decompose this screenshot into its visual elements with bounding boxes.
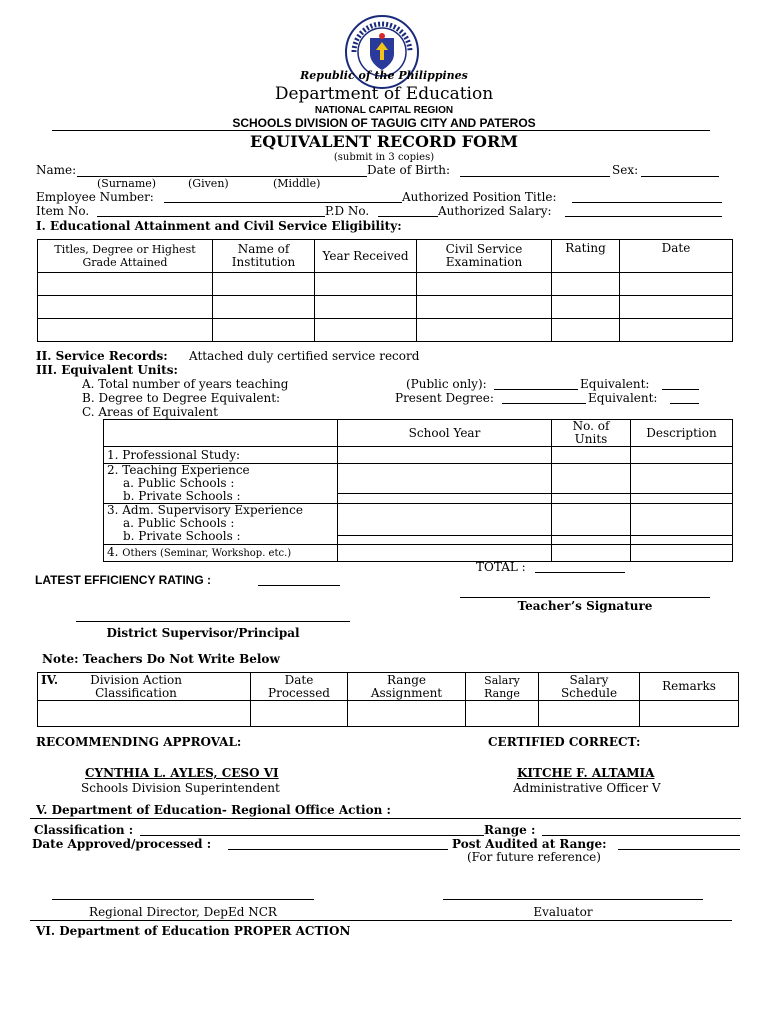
col-cs-exam: Civil Service Examination (417, 240, 552, 273)
col-remarks: Remarks (640, 673, 739, 701)
form-title: EQUIVALENT RECORD FORM (250, 132, 518, 151)
region-label: NATIONAL CAPITAL REGION (314, 105, 454, 116)
middle-hint: (Middle) (273, 177, 321, 190)
col-rating: Rating (552, 240, 620, 273)
given-hint: (Given) (188, 177, 229, 190)
adm-supervisory-label: 3. Adm. Supervisory Experience a. Public Schools : b. Private Schools : (104, 504, 338, 545)
note-label: Note: Teachers Do Not Write Below (42, 652, 280, 666)
item-a-equivalent-label: Equivalent: (580, 377, 650, 391)
teacher-signature-line[interactable] (460, 597, 710, 598)
district-supervisor-label: District Supervisor/Principal (106, 626, 300, 640)
col-titles: Titles, Degree or Highest Grade Attained (38, 240, 213, 273)
admin-officer-name: KITCHE F. ALTAMIA (517, 766, 655, 780)
item-b-label: B. Degree to Degree Equivalent: (82, 391, 281, 405)
col-school-year: School Year (338, 420, 552, 447)
date-approved-label: Date Approved/processed : (32, 837, 212, 851)
republic-label: Republic of the Philippines (300, 69, 468, 82)
sex-field[interactable] (641, 176, 719, 177)
total-field[interactable] (535, 572, 625, 573)
teaching-experience-label: 2. Teaching Experience a. Public Schools : b. Private Schools : (104, 464, 338, 504)
section5-title: V. Department of Education- Regional Office Action : (36, 803, 391, 817)
col-year: Year Received (315, 240, 417, 273)
classification-label: Classification : (34, 823, 134, 837)
table-row (38, 701, 739, 727)
table-row (38, 296, 733, 319)
evaluator-line[interactable] (443, 899, 703, 900)
professional-study-label: 1. Professional Study: (104, 447, 338, 464)
col-date: Date (620, 240, 733, 273)
header-divider (52, 130, 710, 131)
efficiency-field[interactable] (258, 585, 340, 586)
section5-bottom-divider (30, 920, 732, 921)
dob-field[interactable] (460, 176, 610, 177)
item-a-field[interactable] (494, 389, 578, 390)
item-b-equivalent-label: Equivalent: (588, 391, 658, 405)
col-date-processed: Date Processed (251, 673, 348, 701)
item-b-field[interactable] (502, 403, 586, 404)
authorized-salary-field[interactable] (565, 216, 722, 217)
future-reference-note: (For future reference) (467, 850, 601, 864)
superintendent-name: CYNTHIA L. AYLES, CESO VI (85, 766, 279, 780)
department-label: Department of Education (274, 84, 494, 104)
item-a-public-label: (Public only): (406, 377, 487, 391)
section2-title: II. Service Records: (36, 349, 168, 363)
item-b-equivalent-field[interactable] (670, 403, 699, 404)
others-label: 4. Others (Seminar, Workshop. etc.) (104, 545, 338, 562)
table-row (38, 273, 733, 296)
col-range-assignment: Range Assignment (348, 673, 466, 701)
dob-label: Date of Birth: (367, 163, 450, 177)
areas-table (103, 419, 733, 562)
item-no-label: Item No. (36, 204, 90, 218)
education-table (37, 239, 733, 342)
col-units: No. of Units (552, 420, 631, 447)
col-salary-range: Salary Range (466, 673, 539, 701)
section1-title: I. Educational Attainment and Civil Service Eligibility: (36, 219, 402, 233)
total-label: TOTAL : (476, 560, 526, 574)
authorized-position-field[interactable] (572, 202, 722, 203)
col-institution: Name of Institution (213, 240, 315, 273)
col-description: Description (631, 420, 733, 447)
name-label: Name: (36, 163, 77, 177)
admin-officer-title: Administrative Officer V (513, 781, 661, 795)
certified-label: CERTIFIED CORRECT: (488, 735, 641, 749)
item-a-equivalent-field[interactable] (662, 389, 699, 390)
col-salary-schedule: Salary Schedule (539, 673, 640, 701)
post-audited-label: Post Audited at Range: (452, 837, 607, 851)
post-audited-field[interactable] (618, 849, 740, 850)
regional-director-line[interactable] (52, 899, 314, 900)
item-no-field[interactable] (97, 216, 325, 217)
range-label: Range : (484, 823, 536, 837)
employee-number-label: Employee Number: (36, 190, 154, 204)
evaluator-label: Evaluator (533, 905, 593, 919)
date-approved-field[interactable] (228, 849, 448, 850)
form-subtitle: (submit in 3 copies) (333, 152, 435, 163)
superintendent-title: Schools Division Superintendent (81, 781, 280, 795)
division-action-table (37, 672, 739, 727)
division-label: SCHOOLS DIVISION OF TAGUIG CITY AND PATEROS (232, 116, 536, 130)
sex-label: Sex: (612, 163, 639, 177)
section5-divider (30, 818, 741, 819)
employee-number-field[interactable] (164, 202, 402, 203)
range-field[interactable] (542, 835, 740, 836)
authorized-position-label: Authorized Position Title: (402, 190, 557, 204)
item-a-label: A. Total number of years teaching (82, 377, 289, 391)
col-classification: IV. Division Action Classification (38, 673, 251, 701)
teacher-signature-label: Teacher’s Signature (517, 599, 653, 613)
section2-text: Attached duly certified service record (189, 349, 420, 363)
authorized-salary-label: Authorized Salary: (438, 204, 552, 218)
regional-director-label: Regional Director, DepEd NCR (89, 905, 277, 919)
pd-no-label: P.D No. (325, 204, 370, 218)
pd-no-field[interactable] (378, 216, 438, 217)
classification-field[interactable] (140, 835, 484, 836)
surname-hint: (Surname) (97, 177, 157, 190)
district-supervisor-line[interactable] (76, 621, 350, 622)
table-row (38, 319, 733, 342)
section6-title: VI. Department of Education PROPER ACTION (36, 924, 351, 938)
section3-title: III. Equivalent Units: (36, 363, 178, 377)
efficiency-label: LATEST EFFICIENCY RATING : (35, 573, 211, 587)
item-b-present-label: Present Degree: (395, 391, 494, 405)
recommending-label: RECOMMENDING APPROVAL: (36, 735, 242, 749)
item-c-label: C. Areas of Equivalent (82, 405, 218, 419)
